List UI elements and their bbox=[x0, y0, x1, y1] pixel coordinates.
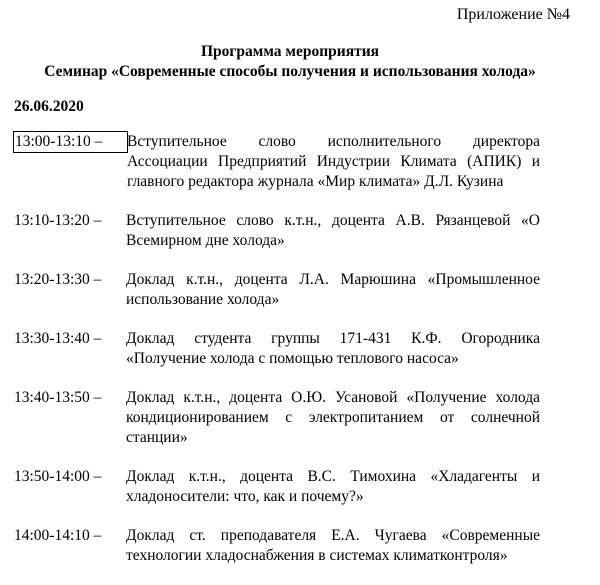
document-title bbox=[0, 42, 580, 82]
appendix-label: Приложение №4 bbox=[456, 6, 570, 23]
schedule-time: 13:00-13:10 – bbox=[14, 132, 127, 152]
schedule-time: 13:10-13:20 – bbox=[14, 212, 102, 229]
schedule-time: 13:20-13:30 – bbox=[14, 271, 102, 288]
schedule-description: Доклад ст. преподавателя Е.А. Чугаева «Современные технологии хладоснабжения в системах климатконтроля» bbox=[126, 527, 540, 564]
title-line-2: Семинар «Современные способы получения и использования холода» bbox=[44, 63, 536, 80]
schedule-time: 13:30-13:40 – bbox=[14, 330, 102, 347]
schedule-item bbox=[14, 132, 540, 192]
schedule-time: 13:40-13:50 – bbox=[14, 389, 102, 406]
schedule-item bbox=[14, 467, 540, 507]
schedule-description: Вступительное слово к.т.н., доцента А.В. Рязанцевой «О Всемирном дне холода» bbox=[126, 212, 540, 249]
schedule-item bbox=[14, 211, 540, 251]
schedule-list bbox=[14, 132, 540, 585]
schedule-item bbox=[14, 526, 540, 566]
schedule-item bbox=[14, 270, 540, 310]
schedule-time: 14:00-14:10 – bbox=[14, 527, 102, 544]
schedule-description: Доклад студента группы 171-431 К.Ф. Огородника «Получение холода с помощью теплового насоса» bbox=[126, 330, 540, 367]
schedule-item bbox=[14, 329, 540, 369]
schedule-item bbox=[14, 388, 540, 448]
event-date: 26.06.2020 bbox=[14, 98, 84, 115]
schedule-description: Доклад к.т.н., доцента Л.А. Марюшина «Промышленное использование холода» bbox=[126, 271, 540, 308]
schedule-description: Доклад к.т.н., доцента О.Ю. Усановой «Получение холода кондиционированием с электропитанием от солнечной станции» bbox=[126, 389, 540, 446]
title-line-1: Программа мероприятия bbox=[200, 43, 380, 60]
schedule-time: 13:50-14:00 – bbox=[14, 468, 102, 485]
schedule-description: Вступительное слово исполнительного директора Ассоциации Предприятий Индустрии Климата (АПИК) и главного редактора журнала «Мир климата» Д.Л. Кузина bbox=[127, 133, 540, 190]
schedule-description: Доклад к.т.н., доцента В.С. Тимохина «Хладагенты и хладоносители: что, как и почему?» bbox=[126, 468, 540, 505]
